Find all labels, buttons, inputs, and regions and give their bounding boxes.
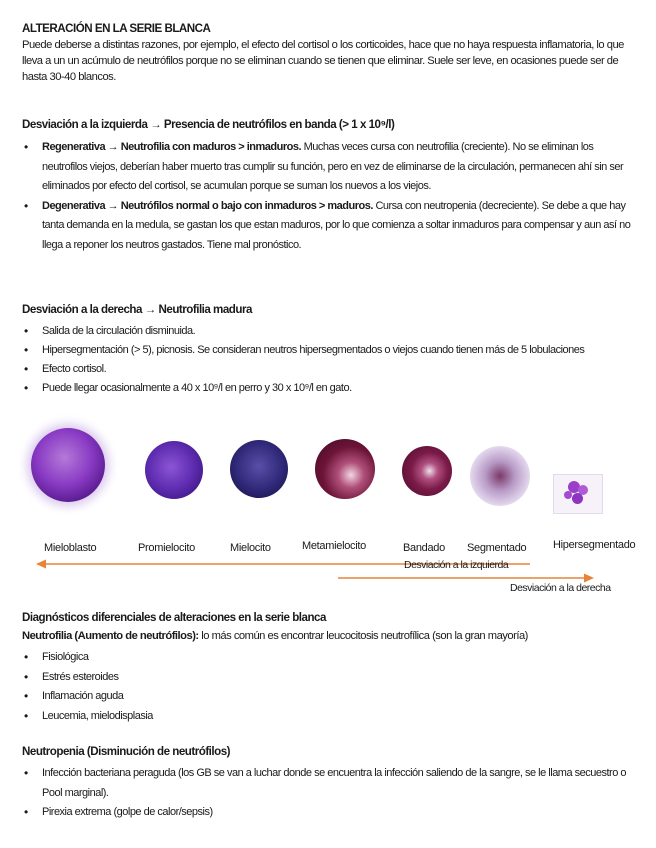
left-shift-arrow-label: Desviación a la izquierda bbox=[404, 559, 509, 571]
bandado-cell-image bbox=[402, 446, 452, 496]
list-item-fisiologica: • Fisiológica bbox=[22, 648, 632, 668]
label-mielocito: Mielocito bbox=[230, 542, 271, 554]
left-shift-title: Desviación a la izquierda → Presencia de neutrófilos en banda (> 1 x 10⁹/l) bbox=[22, 118, 395, 131]
list-item-salida: • Salida de la circulación disminuida. bbox=[22, 322, 632, 341]
list-item-regenerativa bbox=[22, 138, 632, 197]
differentials-title: Diagnósticos diferenciales de alteraciones en la serie blanca bbox=[22, 611, 326, 624]
promielocito-cell-image bbox=[145, 441, 203, 499]
neutrophilia-lead: Neutrofilia (Aumento de neutrófilos): bbox=[22, 630, 199, 642]
list-item-hipersegmentacion: • Hipersegmentación (> 5), picnosis. Se consideran neutros hipersegmentados o viejos cuando tienen más de 5 lobulaciones bbox=[22, 341, 632, 360]
section-intro-paragraph: Puede deberse a distintas razones, por ejemplo, el efecto del cortisol o los corticoides, hace que no haya respuesta inflamatoria, lo que lleva a un un acúmulo de neutrófilos porque no se eliminan cuando se tienen que eliminar. Suele ser leve, en ocasiones puede ser de hasta 30-40 blancos. bbox=[22, 39, 624, 83]
list-item-efecto-cortisol: • Efecto cortisol. bbox=[22, 360, 632, 379]
left-shift-list bbox=[22, 138, 632, 255]
label-metamielocito: Metamielocito bbox=[302, 540, 366, 552]
label-hipersegmentado: Hipersegmentado bbox=[553, 539, 636, 551]
neutropenia-list bbox=[22, 764, 632, 823]
mielocito-cell-image bbox=[230, 440, 288, 498]
metamielocito-cell-image bbox=[315, 439, 375, 499]
regenerativa-text: Muchas veces cursa con neutrofilia (creciente). No se eliminan los neutrofilos viejos, deberían haber muerto tras cumplir su función, pero en vez de eliminarse de la circulación, permanecen ahí sin ser eliminados por efecto del cortisol, se acumulan porque se suman los nuevos a los viejos. bbox=[42, 141, 624, 192]
list-item-inflamacion: • Inflamación aguda bbox=[22, 687, 632, 707]
hipersegmentado-cell-image bbox=[553, 474, 603, 514]
label-promielocito: Promielocito bbox=[138, 542, 195, 554]
neutrophilia-list bbox=[22, 648, 632, 726]
segmentado-cell-image bbox=[470, 446, 530, 506]
list-item-pirexia: • Pirexia extrema (golpe de calor/sepsis) bbox=[22, 803, 632, 823]
list-item-degenerativa bbox=[22, 197, 632, 256]
label-bandado: Bandado bbox=[403, 542, 445, 554]
right-shift-title: Desviación a la derecha → Neutrofilia madura bbox=[22, 303, 252, 316]
list-item-estres: • Estrés esteroides bbox=[22, 668, 632, 688]
right-shift-arrow-label: Desviación a la derecha bbox=[510, 582, 611, 594]
list-item-puede-llegar: • Puede llegar ocasionalmente a 40 x 10⁹/l en perro y 30 x 10⁹/l en gato. bbox=[22, 379, 632, 398]
mieloblasto-cell-image bbox=[31, 428, 105, 502]
degenerativa-text: Cursa con neutropenia (decreciente). Se debe a que hay tanta demanda en la medula, se gastan los que estan maduros, por lo que comienza a soltar inmaduros para compensar y aun así no llega a reponer los neutros gastados. Tiene mal pronóstico. bbox=[42, 199, 631, 251]
degenerativa-lead: Degenerativa → Neutrófilos normal o bajo con inmaduros > maduros. bbox=[42, 199, 373, 212]
neutrophilia-text: lo más común es encontrar leucocitosis neutrofílica (son la gran mayoría) bbox=[198, 630, 528, 642]
list-item-leucemia: • Leucemia, mielodisplasia bbox=[22, 707, 632, 727]
neutropenia-title: Neutropenia (Disminución de neutrófilos) bbox=[22, 745, 231, 758]
right-shift-list bbox=[22, 322, 632, 398]
section-title-alteracion: ALTERACIÓN EN LA SERIE BLANCA bbox=[22, 22, 211, 35]
list-item-infeccion: • Infección bacteriana peraguda (los GB se van a luchar donde se encuentra la infección saliendo de la sangre, se le llama secuestro o Pool marginal). bbox=[22, 764, 632, 803]
regenerativa-lead: Regenerativa → Neutrofilia con maduros > inmaduros. bbox=[42, 141, 302, 153]
label-segmentado: Segmentado bbox=[467, 542, 527, 554]
label-mieloblasto: Mieloblasto bbox=[44, 542, 97, 554]
neutrophilia-paragraph bbox=[22, 628, 632, 644]
